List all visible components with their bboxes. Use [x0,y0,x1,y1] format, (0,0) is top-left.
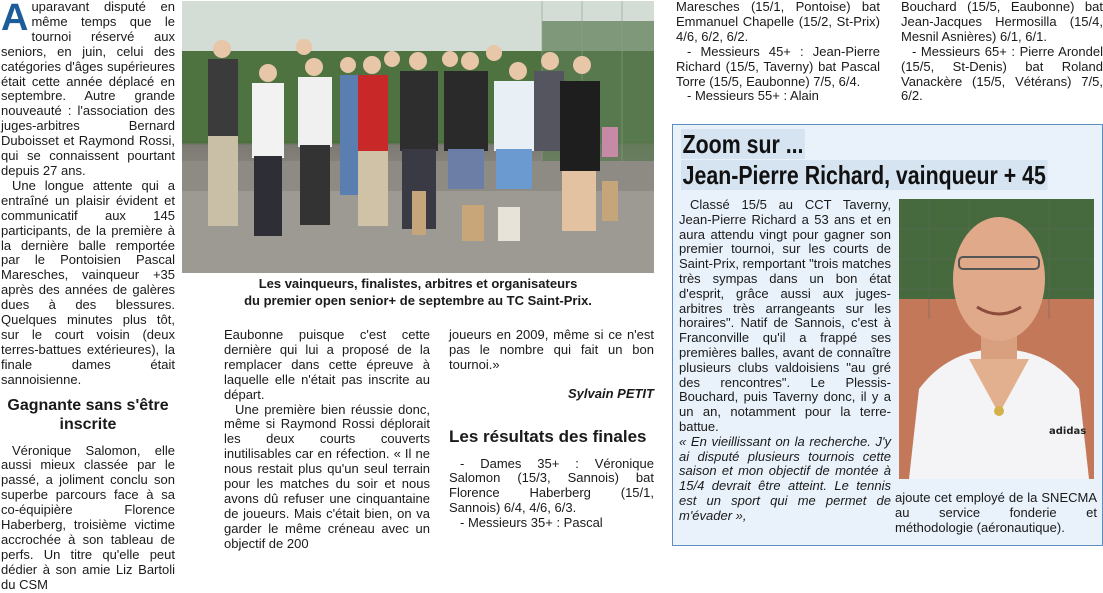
result-item: Bouchard (15/5, Eaubonne) bat Jean-Jacques Hermosilla (15/4, Mesnil Asnières) 6/1, 6/1. [901,0,1103,44]
article-column-2 [224,328,430,552]
drop-cap: A [1,0,29,39]
intro-paragraph: Auparavant disputé en même temps que le tournoi réservé aux seniors, en juin, celui des catégories d'âges supérieures était cette année déplacé en septembre. Autre grande nouveauté : l'association des juges-arbitres Bernard Duboisset et Raymond Rossi, qui se connaissent pourtant depuis 27 ans. [1,0,175,178]
result-item: - Messieurs 35+ : Pascal [460,515,603,531]
body-paragraph: Une longue attente qui a entraîné un plaisir évident et communicatif aux 145 participants, de la première à la dernière balle remportée par le Pontoisien Pascal Maresches, vainqueur +35 après des années de galères dues à des blessures. Quelques minutes plus tôt, sur le court voisin (deux terres-battues extérieures), la finale dames était sannoisienne. [1,177,175,387]
result-item: Maresches (15/1, Pontoise) bat Emmanuel Chapelle (15/2, St-Prix) 4/6, 6/2, 6/2. [676,0,880,44]
box-title [681,129,1046,191]
caption-line: du premier open senior+ de septembre au TC Saint-Prix. [244,293,592,308]
box-title-line: Jean-Pierre Richard, vainqueur + 45 [682,160,1046,190]
article-column-3 [449,328,654,531]
results-column-4 [676,0,880,104]
results-column-5 [901,0,1103,104]
box-quote: « En vieillissant on la recherche. J'y ai disputé plusieurs tournois cette saison et mon objectif de montée à 15/4 devrait être atteint. Le tennis est un sport qui me permet de m'évader », [679,433,891,523]
portrait-photo [899,199,1094,479]
body-paragraph: Une première bien réussie donc, même si Raymond Rossi déplorait les deux courts couverts inutilisables car en réfection. « Il ne nous restait plus qu'un seul terrain pour les matches du soir et nous avons dû refuser une cinquantaine de joueurs. Mais c'était bien, on va garder le même créneau avec un objectif de 200 [224,401,430,551]
result-item: - Dames 35+ : Véronique Salomon (15/3, Sannois) bat Florence Haberberg (15/1, Sannois) 6/4, 4/6, 6/3. [449,455,654,516]
subheading: Gagnante sans s'être inscrite [7,396,169,433]
portrait-illustration [899,199,1094,479]
group-photo [182,1,654,273]
result-item: - Messieurs 65+ : Pierre Arondel (15/5, St-Denis) bat Roland Vanackère (15/5, Vétérans) 7/5, 6/2. [901,43,1103,104]
results-heading: Les résultats des finales [449,426,647,446]
author-signature: Sylvain PETIT [568,385,654,401]
box-title-line: Zoom sur ... [682,129,804,159]
body-paragraph: joueurs en 2009, même si ce n'est pas le nombre qui fait un bon tournoi.» [449,327,654,372]
result-item: - Messieurs 45+ : Jean-Pierre Richard (15/5, Taverny) bat Pascal Torre (15/5, Eaubonne) 7/5, 6/4. [676,43,880,89]
group-photo-illustration [182,1,654,273]
zoom-box [672,124,1103,546]
photo-caption [182,275,654,309]
box-paragraph-tail: ajoute cet employé de la SNECMA au service fonderie et méthodologie (aéronautique). [895,490,1097,535]
caption-line: Les vainqueurs, finalistes, arbitres et organisateurs [258,276,578,291]
shirt-logo: adidas [1049,426,1087,437]
box-paragraph: Classé 15/5 au CCT Taverny, Jean-Pierre Richard a 53 ans et en aura attendu vingt pour gagner son premier tournoi, sur les courts de Saint-Prix, remportant "trois matches très sympas dans un bon état d'esprit, grâce aussi aux juges-arbitres très arrangeants sur les horaires". Natif de Sannois, c'est à Franconville qu'il a frappé ses premières balles, avant de connaître plusieurs clubs valdoisiens "au gré des rencontres". Le Plessis-Bouchard, puis Taverny donc, il y a un an, notamment pour la terre-battue. [679,197,891,434]
body-paragraph: Eaubonne puisque c'est cette dernière qui lui a proposé de la remplacer dans cette épreuve à laquelle elle n'était pas inscrite au départ. [224,327,430,402]
box-body [679,198,891,524]
result-item: - Messieurs 55+ : Alain [687,88,819,104]
body-paragraph: Véronique Salomon, elle aussi mieux classée par le passé, a joliment conclu son superbe parcours face à sa co-équipière Florence Haberberg, troisième victime accrochée à son tableau de perfs. Un titre qu'elle peut dédier à son amie Liz Bartoli du CSM [1,442,175,592]
article-column-1 [1,0,175,593]
